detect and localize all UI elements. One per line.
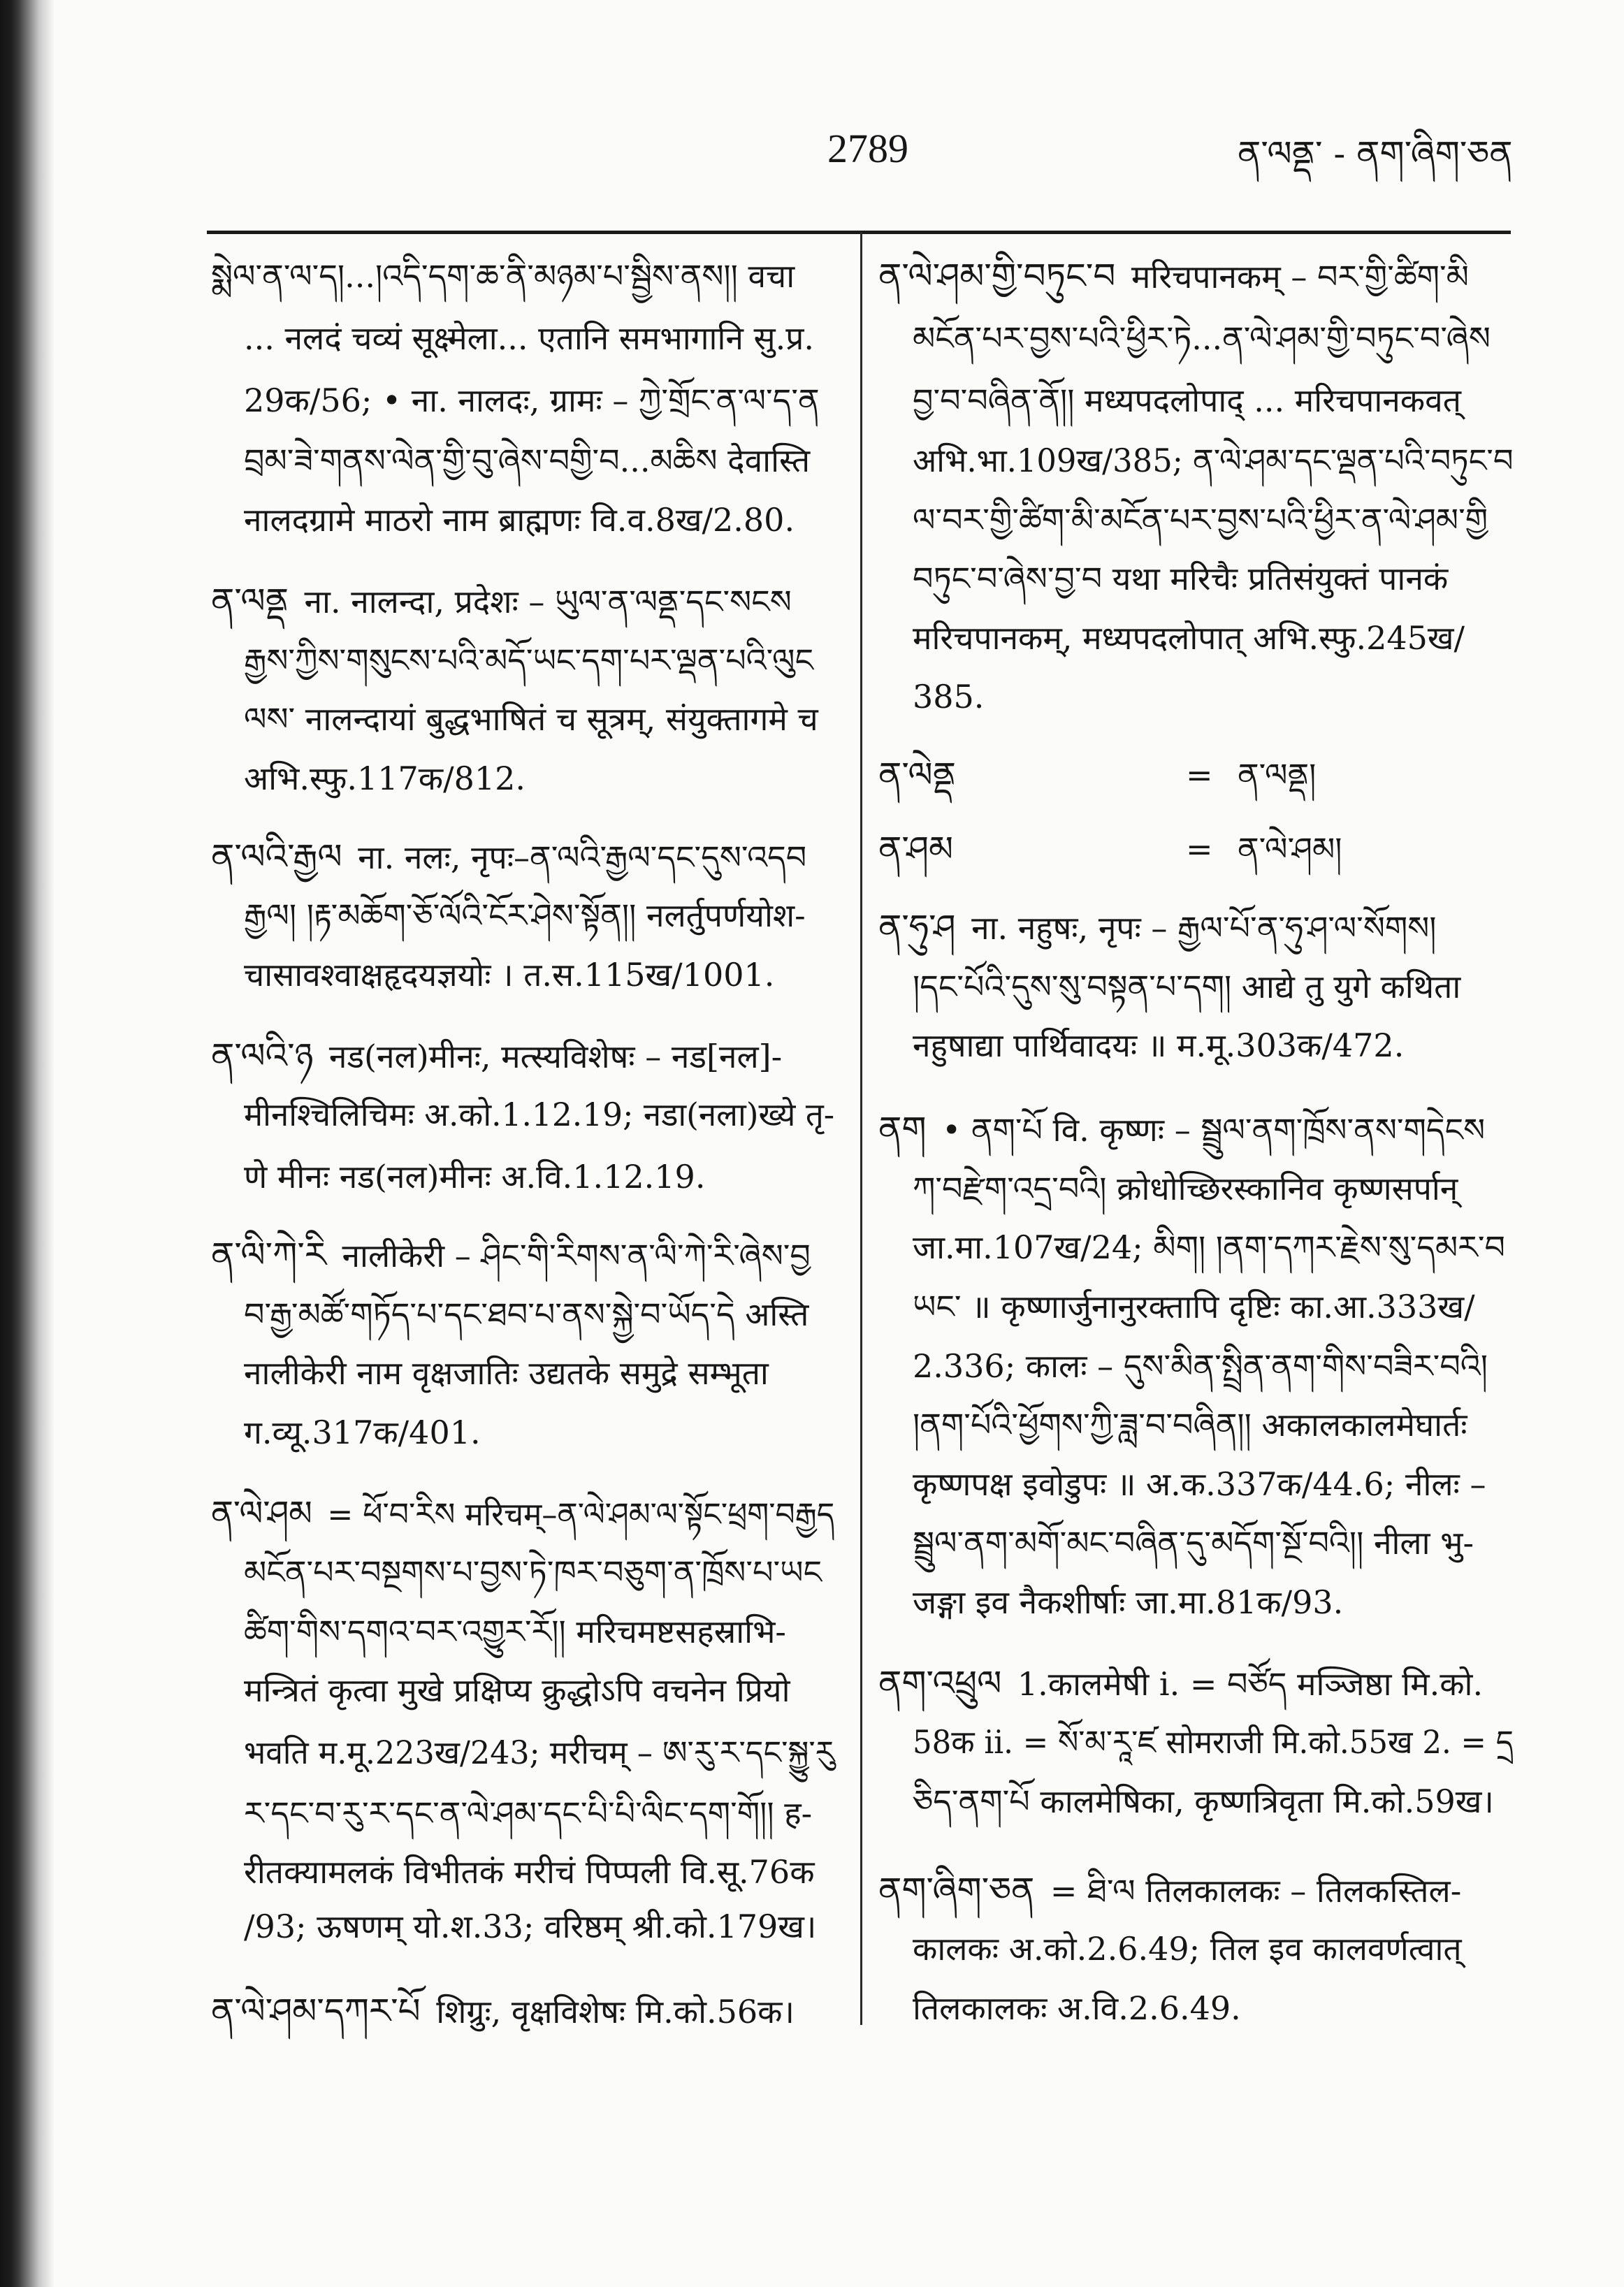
entry-text: རྒྱས་ཀྱིས་གསུངས་པའི་མདོ་ཡང་དག་པར་ལྡན་པའི་ལུང bbox=[244, 641, 813, 679]
entry-text: अभि.स्फु.117क/812. bbox=[244, 760, 526, 797]
entry-text: नालीकेरी – ཤིང་གི་རིགས་ན་ལི་ཀེ་རི་ཞེས་བྱ bbox=[342, 1237, 811, 1275]
entry-text: 2.336; कालः – དུས་མིན་སྤྲིན་ནག་གིས་བཟིར་བའི། bbox=[913, 1347, 1488, 1385]
entry-line bbox=[244, 1604, 834, 1660]
entry-text: मीनश्चिलिचिमः अ.को.1.12.19; नडा(नला)ख्ये तृ- bbox=[244, 1096, 835, 1133]
entry-text: 385. bbox=[913, 678, 985, 716]
entry-text: नहुषाद्या पार्थिवादयः ॥ म.मू.303क/472. bbox=[913, 1026, 1405, 1064]
headword: ན་ལེ་ཤམ་དཀར་པོ bbox=[211, 1991, 421, 2031]
entry-line bbox=[244, 632, 834, 688]
entry-line bbox=[211, 573, 834, 629]
entry-text: བ་རྒྱ་མཚོ་གཏོད་པ་དང་ཐབ་པ་ནས་སྐྱེ་བ་ཡོད་དེ अस्ति bbox=[244, 1295, 809, 1333]
entry-line bbox=[913, 433, 1514, 488]
entry-text: ཀ་བརྫེག་འདྲ་བའི། क्रोधोच्छिरस्कानिव कृष्णसर्पान् bbox=[913, 1170, 1458, 1207]
entry-line bbox=[913, 372, 1514, 428]
cross-reference-target: ན་ལནྡ། bbox=[1238, 756, 1317, 794]
entry-text: ཚིག་གིས་དགའ་བར་འགྱུར་རོ།། मरिचमष्टसहस्राभि- bbox=[244, 1613, 786, 1650]
entry-text: བྲམ་ཟེ་གནས་ལེན་གྱི་བུ་ཞེས་བགྱི་བ...མཆིས देवास्ति bbox=[244, 442, 811, 479]
headword: ན་ཧུ་ཤ bbox=[878, 907, 956, 948]
entry-text: मरिचपानकम्, मध्यपदलोपात् अभि.स्फु.245ख/ bbox=[913, 619, 1465, 657]
left-column bbox=[211, 0, 834, 2061]
headword: ན་ལེནྡ bbox=[878, 755, 956, 795]
entry-text: ग.व्यू.317क/401. bbox=[244, 1414, 481, 1451]
entry-text: 1.कालमेषी i. = བཙོད मञ्जिष्ठा मि.को. bbox=[1017, 1665, 1484, 1703]
entry-text: ... नलदं चव्यं सूक्ष्मेला... एतानि समभागानि सु.प्र. bbox=[244, 319, 815, 357]
entry-text: जा.मा.107ख/24; མིག། །ནག་དཀར་རྗེས་སུ་དམར་བ bbox=[913, 1228, 1505, 1266]
entry-line bbox=[244, 1404, 834, 1460]
entry-text: भवति म.मू.223ख/243; मरीचम् – ཨ་རུ་ར་དང་སྐྱུ་རུ bbox=[244, 1734, 835, 1771]
cross-reference-entry bbox=[878, 821, 1514, 877]
line-content bbox=[211, 1028, 782, 1084]
entry-text: ལས་ नालन्दायां बुद्धभाषितं च सूत्रम्, संयुक्तागमे च bbox=[244, 700, 818, 738]
entry-line bbox=[913, 1161, 1514, 1217]
entry-text: नालीकेरी नाम वृक्षजातिः उद्यतके समुद्रे सम्भूता bbox=[244, 1354, 769, 1392]
entry-text: ना. नालन्दा, प्रदेशः – ཡུལ་ན་ལནྡ་དང་སངས bbox=[304, 583, 792, 620]
entry-text: नालदग्रामे माठरो नाम ब्राह्मणः वि.व.8ख/2.80. bbox=[244, 501, 795, 539]
scan-binding-shadow bbox=[0, 0, 55, 2287]
entry-text: བྱ་བ་བཞིན་ནོ།། मध्यपदलोपाद् ... मरिचपानकवत् bbox=[913, 382, 1461, 419]
entry-line bbox=[913, 1338, 1514, 1394]
entry-text: चासावश्वाक्षहृदयज्ञयोः । त.स.115ख/1001. bbox=[244, 956, 775, 994]
entry-line bbox=[878, 248, 1514, 304]
headword: ན་ལའི་ཉ bbox=[211, 1036, 314, 1076]
entry-line bbox=[913, 1921, 1514, 1977]
line-content bbox=[878, 1101, 1485, 1158]
entry-line bbox=[244, 1345, 834, 1401]
entry-line bbox=[211, 829, 834, 885]
line-content bbox=[878, 248, 1469, 305]
entry-line bbox=[913, 551, 1514, 607]
entry-text: मन्त्रितं कृत्वा मुखे प्रक्षिप्य क्रुद्धोऽपि वचनेन प्रियो bbox=[244, 1671, 790, 1709]
headword: ན་ལེ་ཤམ་གྱི་བཏུང་བ bbox=[878, 256, 1116, 296]
line-content bbox=[211, 1983, 795, 2040]
running-header-text: ན་ལནྡ་ - ནག་ཞིག་ཅན bbox=[1238, 133, 1513, 174]
entry-line bbox=[211, 1227, 834, 1283]
entry-text: कालकः अ.को.2.6.49; तिल इव कालवर्णत्वात् bbox=[913, 1930, 1462, 1968]
headword: ནག bbox=[878, 1109, 927, 1149]
entry-text: བཏུང་བ་ཞེས་བྱ་བ यथा मरिचैः प्रतिसंयुक्तं पानकं bbox=[913, 560, 1449, 597]
entry-text: མངོན་པར་བྱས་པའི་ཕྱིར་ཏེ...ན་ལེ་ཤམ་གྱི་བཏུང་བ་ཞེས bbox=[913, 319, 1491, 357]
line-content bbox=[211, 573, 792, 630]
entry-text: रीतक्यामलकं विभीतकं मरीचं पिप्पली वि.सू.76क bbox=[244, 1853, 815, 1891]
cross-reference-target: ན་ལེ་ཤམ། bbox=[1238, 830, 1342, 868]
entry-text: जङ्गा इव नैकशीर्षाः जा.मा.81क/93. bbox=[913, 1583, 1344, 1621]
entry-line bbox=[913, 1574, 1514, 1630]
entry-line bbox=[244, 372, 834, 428]
entry-line bbox=[244, 1087, 834, 1142]
headword: ནག་ཞིག་ཅན bbox=[878, 1870, 1035, 1910]
line-content bbox=[878, 899, 1437, 956]
entry-line bbox=[878, 899, 1514, 955]
entry-text: = ཐི་ལ तिलकालकः – तिलकस्तिल- bbox=[1050, 1872, 1462, 1910]
entry-line bbox=[244, 492, 834, 548]
entry-line bbox=[913, 1279, 1514, 1335]
entry-text: = ཕོ་བ་རིས मरिचम्–ན་ལེ་ཤམ་ལ་སྟོང་ཕྲག་བརྒྱད bbox=[327, 1495, 835, 1533]
cross-reference-entry bbox=[878, 747, 1514, 803]
entry-line bbox=[244, 433, 834, 488]
entry-text: • ནག་པོ वि. कृष्णः – སྦྲུལ་ནག་ཁྲོས་ནས་གདེངས bbox=[942, 1111, 1486, 1149]
entry-text: སྦྲུལ་ནག་མགོ་མང་བཞིན་དུ་མདོག་སྔོ་བའི།། नीला भु- bbox=[913, 1524, 1474, 1562]
entry-text: अभि.भा.109ख/385; ན་ལེ་ཤམ་དང་ལྡན་པའི་བཏུང་བ bbox=[913, 442, 1514, 479]
entry-text: ཡང་ ॥ कृष्णार्जुनानुरक्तापि दृष्टिः का.आ.333ख/ bbox=[913, 1288, 1475, 1326]
entry-text: णे मीनः नड(नल)मीनः अ.वि.1.12.19. bbox=[244, 1158, 706, 1196]
entry-line bbox=[244, 691, 834, 747]
headword: ནག་འཕྲུལ bbox=[878, 1663, 1002, 1704]
entry-line bbox=[913, 1456, 1514, 1512]
entry-text: 29क/56; • ना. नालदः, ग्रामः – ཀྱེ་གྲོང་ན་ལ་ད་ན bbox=[244, 382, 820, 419]
entry-line bbox=[878, 1101, 1514, 1157]
entry-line bbox=[244, 1662, 834, 1718]
entry-text: मरिचपानकम् – བར་གྱི་ཚིག་མི bbox=[1131, 258, 1469, 296]
entry-line bbox=[878, 1655, 1514, 1711]
equals-sign: = bbox=[1186, 830, 1213, 868]
entry-line bbox=[244, 1544, 834, 1600]
entry-text: ལ་བར་གྱི་ཚིག་མི་མངོན་པར་བྱས་པའི་ཕྱིར་ན་ལེ་ཤམ་གྱི bbox=[913, 501, 1488, 539]
entry-line bbox=[913, 669, 1514, 725]
line-content bbox=[211, 1227, 811, 1284]
headword: ན་ལའི་རྒྱལ bbox=[211, 836, 342, 877]
entry-line bbox=[244, 1898, 834, 1954]
entry-line bbox=[244, 1785, 834, 1841]
entry-text: ना. नहुषः, नृपः – རྒྱལ་པོ་ན་ཧུ་ཤ་ལ་སོགས། bbox=[971, 909, 1437, 947]
headword: ན་ལི་ཀེ་རི bbox=[211, 1235, 326, 1275]
entry-line bbox=[913, 1515, 1514, 1571]
entry-text: ར་དང་བ་རུ་ར་དང་ན་ལེ་ཤམ་དང་པི་པི་ལིང་དག་གོ།། ह- bbox=[244, 1794, 813, 1832]
page-number: 2789 bbox=[827, 126, 908, 171]
entry-text: नड(नल)मीनः, मत्स्यविशेषः – नड[नल]- bbox=[328, 1038, 783, 1075]
entry-text: རྒྱལ། །རྟ་མཆོག་ཅོ་ལོའི་ངོར་ཤེས་སྟོན།། नलर्तुपर्णयोश- bbox=[244, 896, 806, 934]
entry-line bbox=[244, 1286, 834, 1342]
entry-text: /93; ऊषणम् यो.श.33; वरिष्ठम् श्री.को.179ख। bbox=[244, 1908, 817, 1945]
headword: ན་ལནྡ bbox=[211, 581, 289, 621]
entry-line bbox=[244, 947, 834, 1003]
entry-line bbox=[913, 1773, 1514, 1829]
entry-text: तिलकालकः अ.वि.2.6.49. bbox=[913, 1989, 1241, 2027]
line-content bbox=[211, 1486, 834, 1542]
entry-line bbox=[878, 1862, 1514, 1918]
entry-line bbox=[244, 1725, 834, 1780]
entry-text: ना. नलः, नृपः–ན་ལའི་རྒྱལ་དང་དུས་འདབ bbox=[358, 838, 807, 876]
entry-line bbox=[913, 1017, 1514, 1073]
entry-text: कृष्णपक्ष इवोडुपः ॥ अ.क.337क/44.6; नीलः – bbox=[913, 1465, 1486, 1503]
entry-line bbox=[244, 1844, 834, 1900]
entry-line bbox=[244, 1149, 834, 1205]
entry-text: མངོན་པར་བསྔགས་པ་བྱས་ཏེ་ཁར་བཅུག་ན་ཁྲོས་པ་ཡང bbox=[244, 1553, 822, 1591]
entry-line bbox=[913, 1714, 1514, 1770]
entry-text: །དང་པོའི་དུས་སུ་བསྟན་པ་དག། आद्ये तु युगे कथिता bbox=[913, 968, 1461, 1005]
entry-text: །ནག་པོའི་ཕྱོགས་ཀྱི་ཟླ་བ་བཞིན།། अकालकालमेघार्तः bbox=[913, 1406, 1467, 1444]
line-content bbox=[211, 829, 806, 885]
entry-text: ཅིད་ནག་པོ कालमेषिका, कृष्णत्रिवृता मि.को.59ख। bbox=[913, 1783, 1494, 1820]
entry-text: སྨེལ་ན་ལ་ད།...།འདི་དག་ཆ་ནི་མཉམ་པ་སྦྱིས་ནས།། वचा bbox=[211, 257, 795, 295]
line-content bbox=[878, 1862, 1461, 1919]
entry-line bbox=[913, 1397, 1514, 1453]
equals-sign: = bbox=[1186, 756, 1213, 794]
entry-line bbox=[244, 750, 834, 806]
headword: ན་ལེ་ཤམ bbox=[211, 1493, 312, 1534]
column-divider bbox=[860, 232, 862, 2025]
entry-line bbox=[913, 310, 1514, 366]
entry-line bbox=[913, 959, 1514, 1015]
line-content bbox=[878, 1655, 1483, 1712]
entry-text: शिग्रुः, वृक्षविशेषः मि.को.56क। bbox=[436, 1993, 795, 2031]
entry-line bbox=[211, 248, 834, 304]
entry-line bbox=[913, 1980, 1514, 2036]
entry-line bbox=[913, 492, 1514, 548]
entry-line bbox=[244, 887, 834, 943]
entry-line bbox=[211, 1983, 834, 2039]
entry-line bbox=[913, 610, 1514, 666]
entry-line bbox=[211, 1028, 834, 1084]
headword: ན་ཤམ bbox=[878, 829, 954, 869]
entry-line bbox=[244, 310, 834, 366]
right-column bbox=[878, 0, 1514, 2061]
entry-line bbox=[913, 1219, 1514, 1275]
entry-text: 58क ii. = སོ་མ་རཱ་ཛ सोमराजी मि.को.55ख 2. = དྲ bbox=[913, 1723, 1514, 1761]
entry-line bbox=[211, 1486, 834, 1541]
